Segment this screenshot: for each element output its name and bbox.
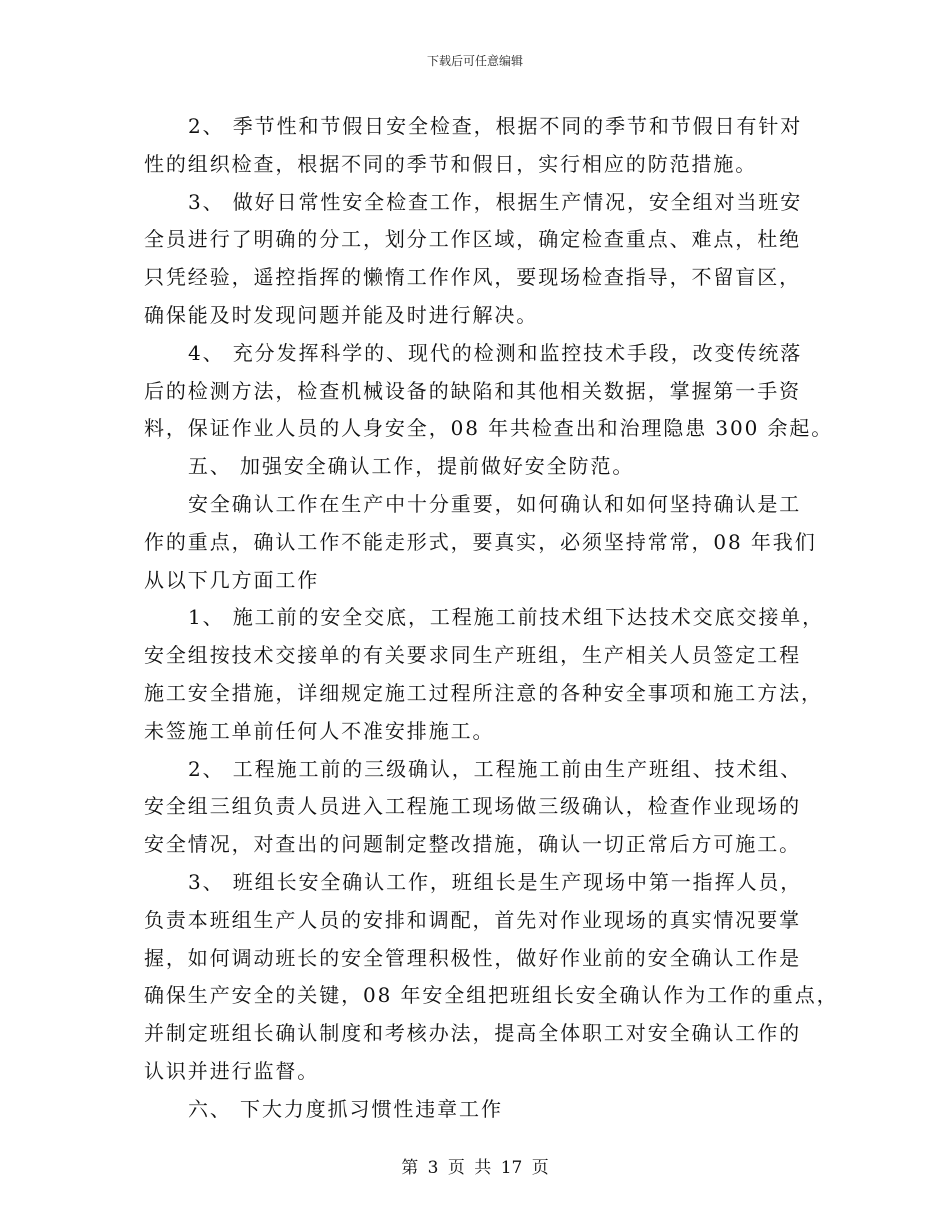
paragraph-line: 确保生产安全的关键，08 年安全组把班组长安全确认作为工作的重点， [144,983,839,1008]
paragraph-line: 未签施工单前任何人不准安排施工。 [144,718,495,743]
paragraph-line: 安全组按技术交接单的有关要求同生产班组，生产相关人员签定工程 [144,643,801,668]
paragraph-line: 全员进行了明确的分工，划分工作区域，确定检查重点、难点，杜绝 [144,227,801,252]
paragraph-line: 安全情况，对查出的问题制定整改措施，确认一切正常后方可施工。 [144,832,801,857]
paragraph-line: 后的检测方法，检查机械设备的缺陷和其他相关数据，掌握第一手资 [144,378,801,403]
paragraph-line: 只凭经验，遥控指挥的懒惰工作作风，要现场检查指导，不留盲区， [144,265,801,290]
paragraph-line: 4、 充分发挥科学的、现代的检测和监控技术手段，改变传统落 [188,340,803,365]
paragraph-line: 从以下几方面工作 [144,567,320,592]
page-number: 第 3 页 共 17 页 [401,1158,549,1178]
paragraph-line: 认识并进行监督。 [144,1058,320,1083]
paragraph-line: 1、 施工前的安全交底，工程施工前技术组下达技术交底交接单， [188,605,825,630]
paragraph-line: 六、 下大力度抓习惯性违章工作 [188,1096,503,1121]
paragraph-line: 五、 加强安全确认工作，提前做好安全防范。 [188,454,635,479]
paragraph-line: 安全确认工作在生产中十分重要，如何确认和如何坚持确认是工 [188,491,802,516]
paragraph-line: 握，如何调动班长的安全管理积极性，做好作业前的安全确认工作是 [144,945,801,970]
paragraph-line: 确保能及时发现问题并能及时进行解决。 [144,302,539,327]
paragraph-line: 3、 班组长安全确认工作，班组长是生产现场中第一指挥人员， [188,869,803,894]
paragraph-line: 施工安全措施，详细规定施工过程所注意的各种安全事项和施工方法， [144,680,823,705]
paragraph-line: 料，保证作业人员的人身安全，08 年共检查出和治理隐患 300 余起。 [144,416,834,441]
paragraph-line: 2、 季节性和节假日安全检查，根据不同的季节和节假日有针对 [188,114,803,138]
paragraph-line: 作的重点，确认工作不能走形式，要真实，必须坚持常常，08 年我们 [144,529,817,554]
page-header-note: 下载后可任意编辑 [426,54,523,68]
paragraph-line: 安全组三组负责人员进入工程施工现场做三级确认，检查作业现场的 [144,794,801,819]
paragraph-line: 3、 做好日常性安全检查工作，根据生产情况，安全组对当班安 [188,189,803,214]
paragraph-line: 并制定班组长确认制度和考核办法，提高全体职工对安全确认工作的 [144,1021,801,1046]
document-body [144,108,839,1129]
paragraph-line: 负责本班组生产人员的安排和调配，首先对作业现场的真实情况要掌 [144,907,801,932]
paragraph-line: 性的组织检查，根据不同的季节和假日，实行相应的防范措施。 [144,151,758,176]
paragraph-line: 2、 工程施工前的三级确认，工程施工前由生产班组、技术组、 [188,756,803,781]
